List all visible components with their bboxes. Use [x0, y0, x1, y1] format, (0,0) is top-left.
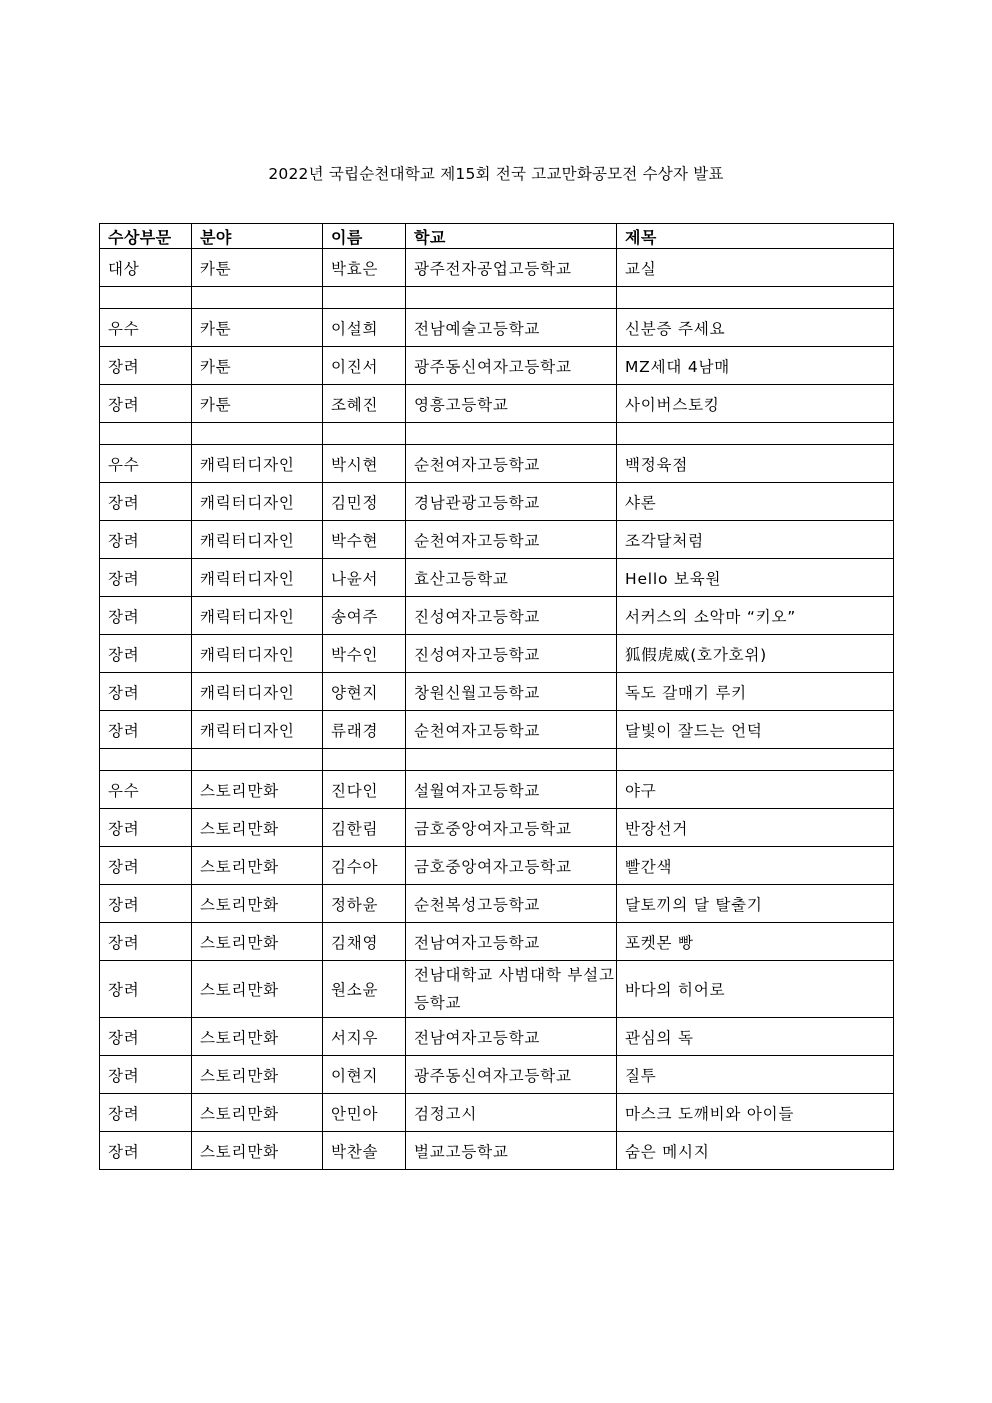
table-row	[100, 1056, 894, 1094]
cell-name: 김수아	[323, 847, 406, 885]
cell-field: 스토리만화	[192, 1018, 323, 1056]
empty-cell	[617, 423, 894, 445]
cell-school: 전남여자고등학교	[406, 1018, 617, 1056]
cell-school: 설월여자고등학교	[406, 771, 617, 809]
cell-school: 진성여자고등학교	[406, 597, 617, 635]
cell-work-title: 샤론	[617, 483, 894, 521]
cell-school: 효산고등학교	[406, 559, 617, 597]
table-row	[100, 711, 894, 749]
cell-category: 대상	[100, 249, 192, 287]
cell-category: 장려	[100, 483, 192, 521]
empty-cell	[100, 749, 192, 771]
table-row	[100, 521, 894, 559]
cell-category: 장려	[100, 961, 192, 1018]
empty-cell	[617, 749, 894, 771]
cell-field: 스토리만화	[192, 1132, 323, 1170]
cell-field: 카툰	[192, 249, 323, 287]
cell-category: 장려	[100, 1094, 192, 1132]
cell-work-title: 빨간색	[617, 847, 894, 885]
cell-school: 광주동신여자고등학교	[406, 1056, 617, 1094]
cell-field: 캐릭터디자인	[192, 597, 323, 635]
table-row	[100, 923, 894, 961]
cell-name: 원소윤	[323, 961, 406, 1018]
cell-name: 나윤서	[323, 559, 406, 597]
cell-name: 서지우	[323, 1018, 406, 1056]
awards-table	[99, 223, 894, 1170]
cell-work-title: 관심의 독	[617, 1018, 894, 1056]
cell-school: 금호중앙여자고등학교	[406, 809, 617, 847]
cell-school: 순천복성고등학교	[406, 885, 617, 923]
cell-field: 스토리만화	[192, 1094, 323, 1132]
cell-name: 조혜진	[323, 385, 406, 423]
table-row	[100, 673, 894, 711]
cell-school: 순천여자고등학교	[406, 521, 617, 559]
cell-name: 박수인	[323, 635, 406, 673]
cell-field: 캐릭터디자인	[192, 559, 323, 597]
cell-name: 진다인	[323, 771, 406, 809]
table-row	[100, 249, 894, 287]
cell-field: 스토리만화	[192, 1056, 323, 1094]
cell-name: 박효은	[323, 249, 406, 287]
cell-school: 경남관광고등학교	[406, 483, 617, 521]
cell-school: 전남여자고등학교	[406, 923, 617, 961]
cell-field: 캐릭터디자인	[192, 483, 323, 521]
table-row	[100, 1018, 894, 1056]
spacer-row	[100, 423, 894, 445]
header-category: 수상부문	[100, 224, 192, 249]
cell-name: 김한림	[323, 809, 406, 847]
cell-work-title: Hello 보육원	[617, 559, 894, 597]
cell-category: 장려	[100, 347, 192, 385]
cell-school: 영흥고등학교	[406, 385, 617, 423]
cell-name: 이설희	[323, 309, 406, 347]
cell-name: 이진서	[323, 347, 406, 385]
cell-field: 캐릭터디자인	[192, 445, 323, 483]
empty-cell	[406, 749, 617, 771]
table-row	[100, 771, 894, 809]
table-row	[100, 347, 894, 385]
cell-category: 장려	[100, 1132, 192, 1170]
cell-work-title: 교실	[617, 249, 894, 287]
cell-work-title: 백정육점	[617, 445, 894, 483]
cell-field: 스토리만화	[192, 885, 323, 923]
empty-cell	[323, 287, 406, 309]
empty-cell	[617, 287, 894, 309]
cell-name: 송여주	[323, 597, 406, 635]
cell-work-title: 狐假虎威(호가호위)	[617, 635, 894, 673]
cell-school: 전남예술고등학교	[406, 309, 617, 347]
cell-school: 금호중앙여자고등학교	[406, 847, 617, 885]
cell-name: 김채영	[323, 923, 406, 961]
table-row	[100, 961, 894, 1018]
cell-category: 우수	[100, 771, 192, 809]
table-row	[100, 1132, 894, 1170]
table-row	[100, 559, 894, 597]
table-row	[100, 483, 894, 521]
empty-cell	[406, 287, 617, 309]
cell-work-title: 숨은 메시지	[617, 1132, 894, 1170]
cell-work-title: 달토끼의 달 탈출기	[617, 885, 894, 923]
cell-field: 스토리만화	[192, 809, 323, 847]
empty-cell	[323, 423, 406, 445]
cell-work-title: 마스크 도깨비와 아이들	[617, 1094, 894, 1132]
cell-category: 장려	[100, 673, 192, 711]
header-name: 이름	[323, 224, 406, 249]
cell-category: 장려	[100, 809, 192, 847]
cell-school: 검정고시	[406, 1094, 617, 1132]
cell-category: 장려	[100, 1056, 192, 1094]
cell-work-title: 포켓몬 빵	[617, 923, 894, 961]
cell-school: 광주동신여자고등학교	[406, 347, 617, 385]
cell-field: 카툰	[192, 347, 323, 385]
table-row	[100, 445, 894, 483]
cell-school: 순천여자고등학교	[406, 445, 617, 483]
table-header-row	[100, 224, 894, 249]
header-school: 학교	[406, 224, 617, 249]
empty-cell	[100, 423, 192, 445]
document-title: 2022년 국립순천대학교 제15회 전국 고교만화공모전 수상자 발표	[268, 165, 724, 183]
header-field: 분야	[192, 224, 323, 249]
cell-name: 박찬솔	[323, 1132, 406, 1170]
cell-category: 장려	[100, 1018, 192, 1056]
cell-work-title: 독도 갈매기 루키	[617, 673, 894, 711]
cell-work-title: 사이버스토킹	[617, 385, 894, 423]
empty-cell	[406, 423, 617, 445]
empty-cell	[192, 287, 323, 309]
empty-cell	[323, 749, 406, 771]
cell-field: 스토리만화	[192, 961, 323, 1018]
cell-work-title: 조각달처럼	[617, 521, 894, 559]
cell-work-title: MZ세대 4남매	[617, 347, 894, 385]
cell-work-title: 반장선거	[617, 809, 894, 847]
table-row	[100, 1094, 894, 1132]
cell-category: 우수	[100, 445, 192, 483]
cell-category: 장려	[100, 847, 192, 885]
cell-category: 장려	[100, 923, 192, 961]
cell-category: 장려	[100, 559, 192, 597]
cell-school: 광주전자공업고등학교	[406, 249, 617, 287]
table-row	[100, 809, 894, 847]
cell-name: 박수현	[323, 521, 406, 559]
table-row	[100, 385, 894, 423]
cell-school: 전남대학교 사범대학 부설고등학교	[406, 961, 617, 1018]
cell-category: 장려	[100, 521, 192, 559]
empty-cell	[100, 287, 192, 309]
cell-name: 류래경	[323, 711, 406, 749]
empty-cell	[192, 749, 323, 771]
cell-name: 이현지	[323, 1056, 406, 1094]
cell-field: 스토리만화	[192, 923, 323, 961]
cell-school: 창원신월고등학교	[406, 673, 617, 711]
cell-work-title: 야구	[617, 771, 894, 809]
table-row	[100, 847, 894, 885]
cell-name: 김민정	[323, 483, 406, 521]
cell-field: 스토리만화	[192, 847, 323, 885]
cell-field: 캐릭터디자인	[192, 635, 323, 673]
cell-work-title: 신분증 주세요	[617, 309, 894, 347]
table-row	[100, 597, 894, 635]
cell-school: 벌교고등학교	[406, 1132, 617, 1170]
cell-category: 장려	[100, 711, 192, 749]
cell-field: 캐릭터디자인	[192, 673, 323, 711]
table-body	[100, 249, 894, 1170]
spacer-row	[100, 749, 894, 771]
cell-category: 우수	[100, 309, 192, 347]
table-row	[100, 635, 894, 673]
cell-category: 장려	[100, 597, 192, 635]
cell-field: 카툰	[192, 385, 323, 423]
cell-category: 장려	[100, 385, 192, 423]
cell-work-title: 바다의 히어로	[617, 961, 894, 1018]
cell-category: 장려	[100, 885, 192, 923]
cell-work-title: 질투	[617, 1056, 894, 1094]
cell-name: 정하윤	[323, 885, 406, 923]
cell-field: 캐릭터디자인	[192, 711, 323, 749]
cell-work-title: 달빛이 잘드는 언덕	[617, 711, 894, 749]
cell-field: 스토리만화	[192, 771, 323, 809]
table-row	[100, 309, 894, 347]
cell-school: 진성여자고등학교	[406, 635, 617, 673]
cell-name: 양현지	[323, 673, 406, 711]
cell-field: 캐릭터디자인	[192, 521, 323, 559]
cell-category: 장려	[100, 635, 192, 673]
cell-field: 카툰	[192, 309, 323, 347]
cell-work-title: 서커스의 소악마 “키오”	[617, 597, 894, 635]
cell-name: 박시현	[323, 445, 406, 483]
table-row	[100, 885, 894, 923]
spacer-row	[100, 287, 894, 309]
cell-school: 순천여자고등학교	[406, 711, 617, 749]
header-work-title: 제목	[617, 224, 894, 249]
empty-cell	[192, 423, 323, 445]
cell-name: 안민아	[323, 1094, 406, 1132]
